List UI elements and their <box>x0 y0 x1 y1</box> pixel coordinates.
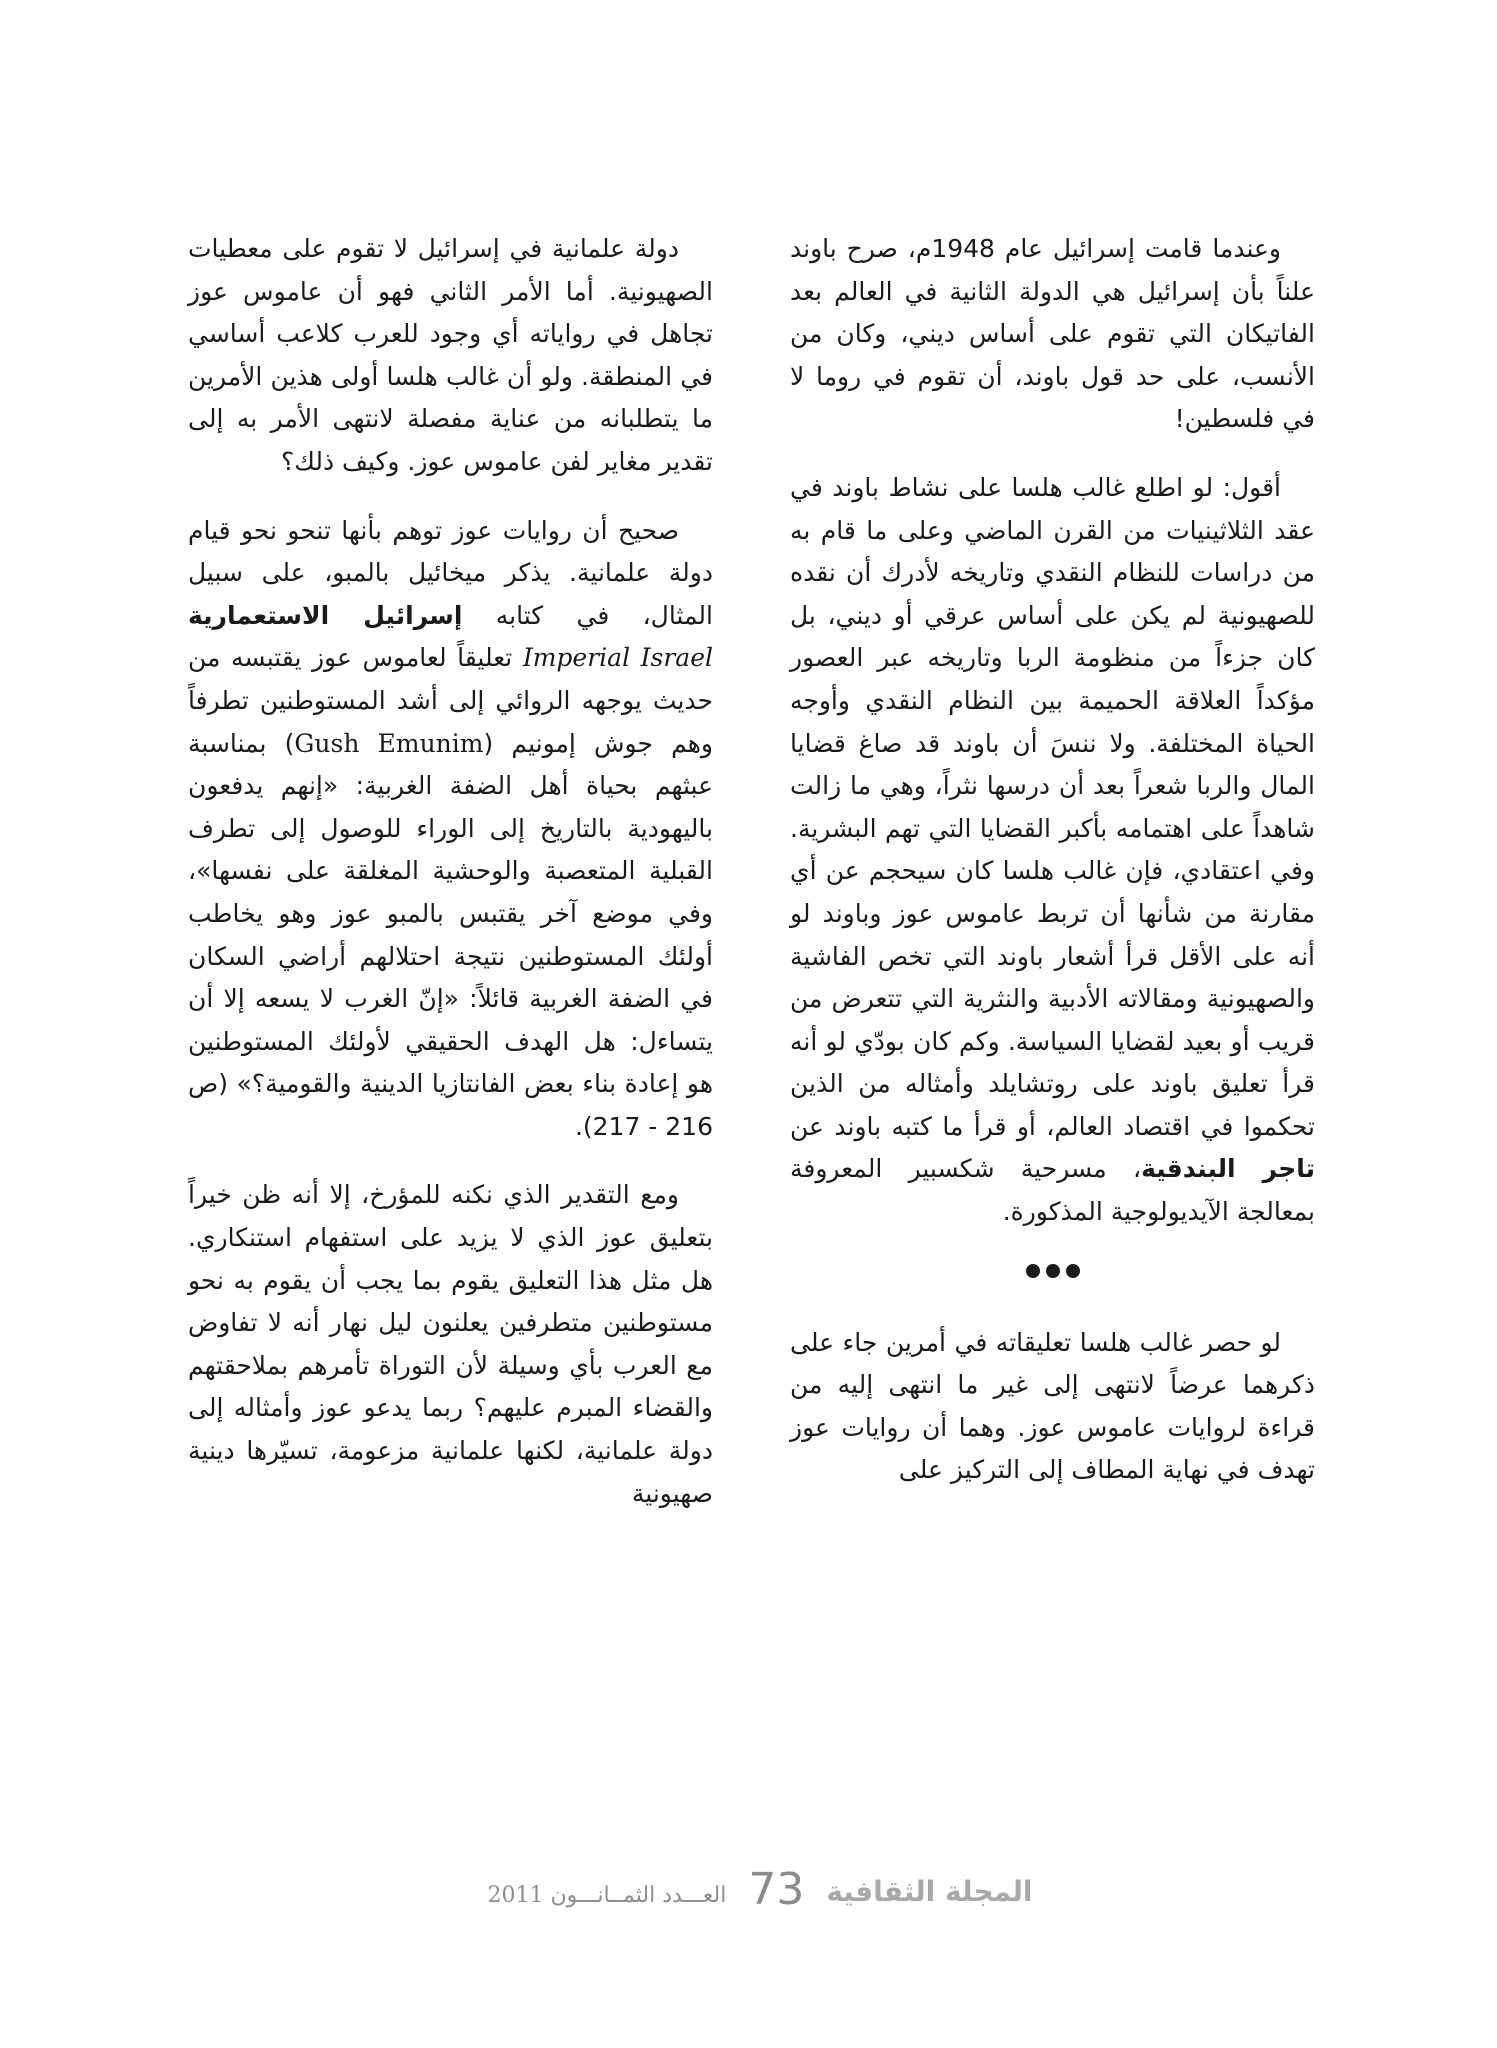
paragraph-historian-critique: ومع التقدير الذي نكنه للمؤرخ، إلا أنه ظن خيراً بتعليق عوز الذي لا يزيد على استفهام استنكاري. هل مثل هذا التعليق يقوم بما يجب أن يقوم به نحو مستوطنين متطرفين يعلنون ليل نهار أنه لا تفاوض مع العرب بأي وسيلة لأن التوراة تأمرهم بملاحقتهم والقضاء المبرم عليهم؟ ربما يدعو عوز وأمثاله إلى دولة علمانية، لكنها علمانية مزعومة، تسيّرها دينية صهيونية <box>188 1180 713 1508</box>
book-title-imperial-israel-en: Imperial Israel <box>522 643 713 673</box>
paragraph-text: أقول: لو اطلع غالب هلسا على نشاط باوند في عقد الثلاثينيات من القرن الماضي وعلى ما قام به من دراسات للنظام النقدي وتاريخه لأدرك أن نقده للصهيونية لم يكن على أساس عرقي أو ديني، بل كان جزءاً من منظومة الربا وتاريخه عبر العصور مؤكداً العلاقة الحميمة بين النظام النقدي وأوجه الحياة المختلفة. ولا ننسَ أن باوند قد صاغ قضايا المال والربا شعراً بعد أن درسها نثراً، وهي ما زالت شاهداً على اهتمامه بأكبر القضايا التي تهم البشرية. وفي اعتقادي، فإن غالب هلسا كان سيحجم عن أي مقارنة من شأنها أن تربط عاموس عوز وباوند لو أنه على الأقل قرأ أشعار باوند التي تخص الفاشية والصهيونية ومقالاته الأدبية والنثرية التي تتعرض من قريب أو بعيد لقضايا السياسة. وكم كان بودّي لو أنه قرأ تعليق باوند على روتشايلد وأمثاله من الذين تحكموا في اقتصاد العالم، أو قرأ ما كتبه باوند عن <box>790 472 1315 1141</box>
separator-dot-icon <box>1066 1264 1080 1278</box>
book-title-imperial-israel-ar: إسرائيل الاستعمارية <box>188 600 463 630</box>
page-footer <box>440 1862 1080 1915</box>
article-column-left <box>188 228 713 1541</box>
paragraph-secular-state: دولة علمانية في إسرائيل لا تقوم على معطيات الصهيونية. أما الأمر الثاني فهو أن عاموس عوز تجاهل في رواياته أي وجود للعرب كلاعب أساسي في المنطقة. ولو أن غالب هلسا أولى هذين الأمرين ما يتطلبانه من عناية مفصلة لانتهى الأمر به إلى تقدير مغاير لفن عاموس عوز. وكيف ذلك؟ <box>188 234 713 476</box>
separator-dot-icon <box>1026 1264 1040 1278</box>
article-column-right <box>790 228 1315 1518</box>
paragraph-two-matters: لو حصر غالب هلسا تعليقاته في أمرين جاء على ذكرهما عرضاً لانتهى إلى غير ما انتهى إليه من قراءة لروايات عاموس عوز. وهما أن روايات عوز تهدف في نهاية المطاف إلى التركيز على <box>790 1327 1315 1485</box>
paragraph-palumbo-quote <box>188 510 713 1149</box>
paragraph-text: ) بمناسبة عبثهم بحياة أهل الضفة الغربية: «إنهم يدفعون باليهودية بالتاريخ إلى الوراء للوصول إلى تطرف القبلية المتعصبة والوحشية المغلقة على نفسها»، وفي موضع آخر يقتبس بالمبو عوز وهو يخاطب أولئك المستوطنين نتيجة احتلالهم أراضي السكان في الضفة الغربية قائلاً: «إنّ الغرب لا يسعه إلا أن يتساءل: هل الهدف الحقيقي لأولئك المستوطنين هو إعادة بناء بعض الفانتازيا الدينية والقومية؟» (ص 216 - 217). <box>188 728 713 1141</box>
paragraph-text: ، مسرحية شكسبير المعروفة بمعالجة الآيديولوجية المذكورة. <box>790 1154 1315 1227</box>
paragraph-pound-economics <box>790 467 1315 1234</box>
paragraph-text: صحيح أن روايات عوز توهم بأنها تنحو نحو قيام دولة علمانية. يذكر ميخائيل بالمبو، على سبيل المثال، في كتابه <box>188 515 713 630</box>
section-separator <box>790 1264 1315 1278</box>
paragraph-pound-israel: وعندما قامت إسرائيل عام 1948م، صرح باوند علناً بأن إسرائيل هي الدولة الثانية في العالم بعد الفاتيكان التي تقوم على أساس ديني، وكان من الأنسب، على حد قول باوند، أن تقوم في روما لا في فلسطين! <box>790 234 1315 434</box>
magazine-logo: المجلة الثقافية <box>826 1875 1033 1908</box>
book-title-merchant-of-venice: تاجر البندقية <box>1141 1154 1315 1184</box>
separator-dot-icon <box>1046 1264 1060 1278</box>
page-number: 73 <box>748 1864 805 1915</box>
term-gush-emunim: Gush Emunim <box>294 728 484 758</box>
issue-label: العـــدد الثمــانـــون 2011 <box>487 1883 727 1908</box>
paragraph-text: تعليقاً لعاموس عوز يقتبسه من حديث يوجهه الروائي إلى أشد المستوطنين تطرفاً وهم جوش إمونيم ( <box>188 643 713 758</box>
